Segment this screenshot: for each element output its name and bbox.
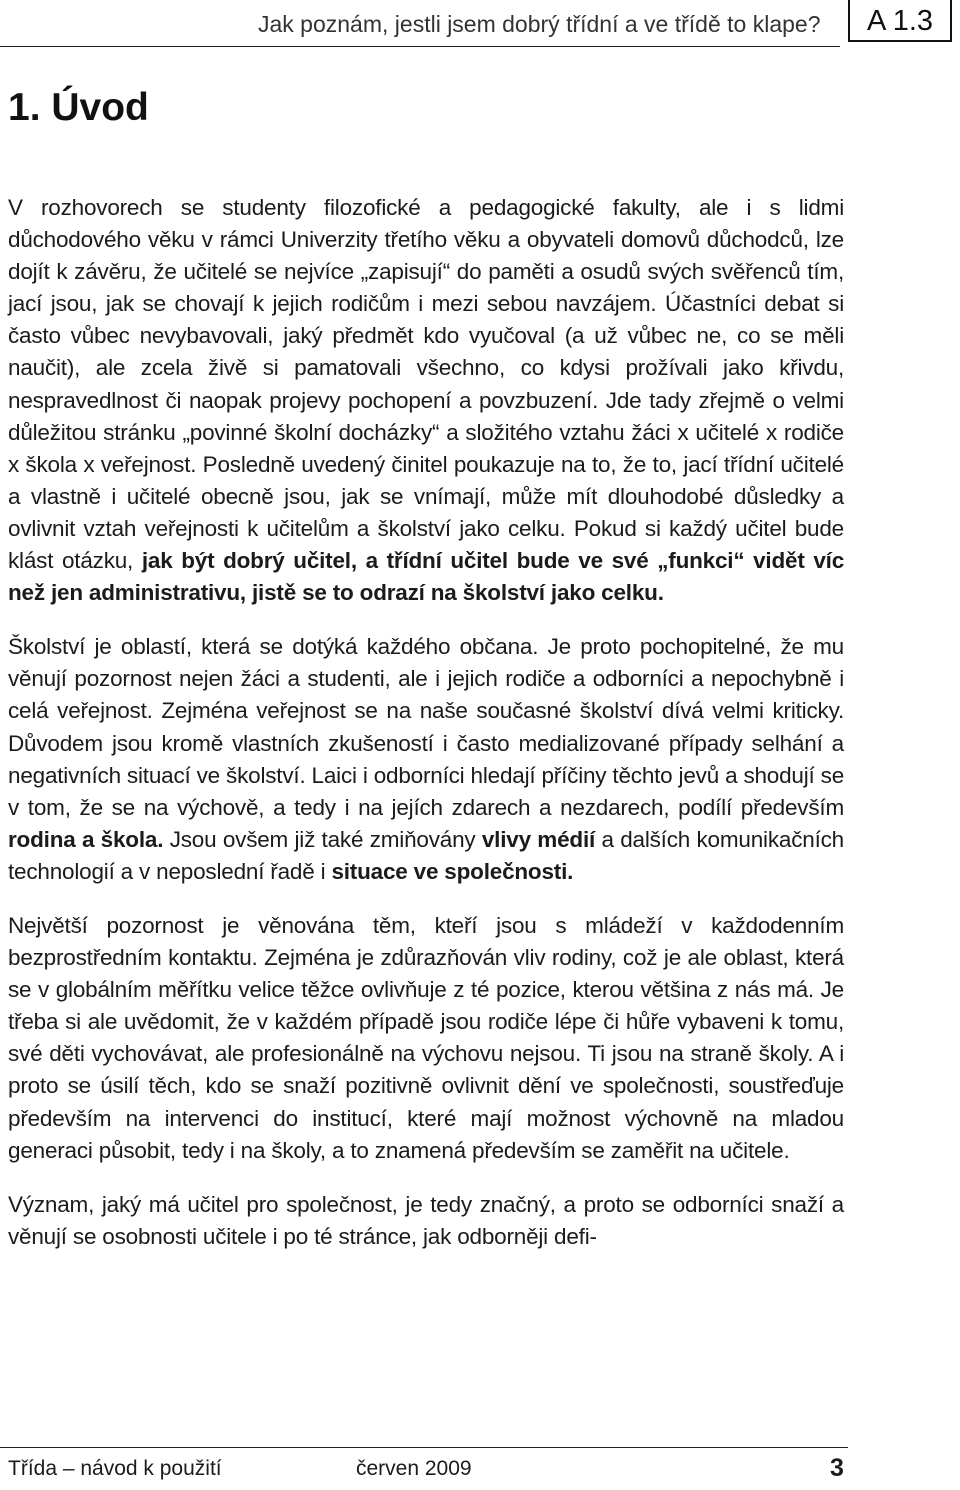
section-heading: 1. Úvod (8, 86, 149, 129)
running-header-title: Jak poznám, jestli jsem dobrý třídní a ve třídě to klape? (258, 11, 821, 37)
paragraph (8, 1189, 844, 1253)
paragraph-text: Školství je oblastí, která se dotýká každého občana. Je proto pochopitelné, že mu věnují pozornost nejen žáci a studenti, ale i jejich rodiče a odborníci a nepochybně i celá veřejnost. Zejména veřejnost se na naše současné školství dívá velmi kriticky. Důvodem jsou kromě vlastních zkušeností i často medializované případy selhání a negativních situací ve školství. Laici i odborníci hledají příčiny těchto jevů a shodují se v tom, že se na výchově, a tedy i na jejích zdarech a nezdarech, podílí především (8, 634, 845, 820)
footer-publication: Třída – návod k použití (8, 1457, 222, 1480)
emphasized-text: situace ve společnosti. (331, 858, 574, 884)
paragraph-text: V rozhovorech se studenty filozofické a pedagogické fakulty, ale i s lidmi důchodového věku v rámci Univerzity třetího věku a obyvateli domovů důchodců, lze dojít k závěru, že učitelé se nejvíce „zapisují“ do paměti a osudů svých svěřenců tím, jací jsou, jak se chovají k jejich rodičům i mezi sebou navzájem. Účastníci debat si často vůbec nevybavovali, jaký předmět kdo vyučoval (a už vůbec ne, co se měli naučit), ale zcela živě si pamatovali všechno, co kdysi prožívali jako křivdu, nespravedlnost či naopak projevy pochopení a povzbuzení. Jde tady zřejmě o velmi důležitou stránku „povinné školní docházky“ a složitého vztahu žáci x učitelé x rodiče x škola x veřejnost. Posledně uvedený činitel poukazuje na to, že to, jací třídní učitelé a vlastně i učitelé obecně jsou, jak se vnímají, může mít dlouhodobé důsledky a ovlivnit vztah veřejnosti k učitelům a školství jako celku. Pokud si každý učitel bude klást otázku, (8, 195, 844, 574)
paragraph-text: Jsou ovšem již také zmiňovány (163, 826, 482, 852)
emphasized-text: vlivy médií (481, 826, 596, 852)
section-badge: A 1.3 (848, 0, 952, 42)
paragraph-text: a dalších komunikačních technologií a v neposlední řadě i (8, 826, 844, 884)
body-text (8, 192, 844, 1275)
emphasized-text: rodina a škola. (8, 826, 164, 852)
paragraph (8, 192, 844, 609)
paragraph-text: Největší pozornost je věnována těm, kteří jsou s mládeží v každodenním bezprostředním kontaktu. Zejména je zdůrazňován vliv rodiny, což je ale oblast, která se v globálním měřítku velice těžce ovlivňuje z té pozice, kterou většina z nás má. Je třeba si ale uvědomit, že v každém případě jsou rodiče lépe či hůře vybaveni k tomu, své děti vychovávat, ale profesionálně na výchovu nejsou. Ti jsou na straně školy. A i proto se úsilí těch, kdo se snaží pozitivně ovlivnit dění ve společnosti, soustřeďuje především na intervenci do institucí, které mají možnost výchovně na mladou generaci působit, tedy i na školy, a to znamená především se zaměřit na učitele. (8, 912, 844, 1163)
header-divider (0, 46, 840, 47)
emphasized-text: jak být dobrý učitel, a třídní učitel bude ve své „funkci“ vidět víc než jen administrativu, jistě se to odrazí na školství jako celku. (8, 548, 845, 606)
paragraph-text: Význam, jaký má učitel pro společnost, je tedy značný, a proto se odborníci snaží a věnují se osobnosti učitele i po té stránce, jak odborněji defi- (8, 1191, 844, 1249)
paragraph (8, 631, 844, 888)
footer-divider (0, 1447, 848, 1448)
paragraph (8, 910, 844, 1167)
footer-date: červen 2009 (356, 1457, 472, 1480)
page-number: 3 (830, 1454, 844, 1482)
